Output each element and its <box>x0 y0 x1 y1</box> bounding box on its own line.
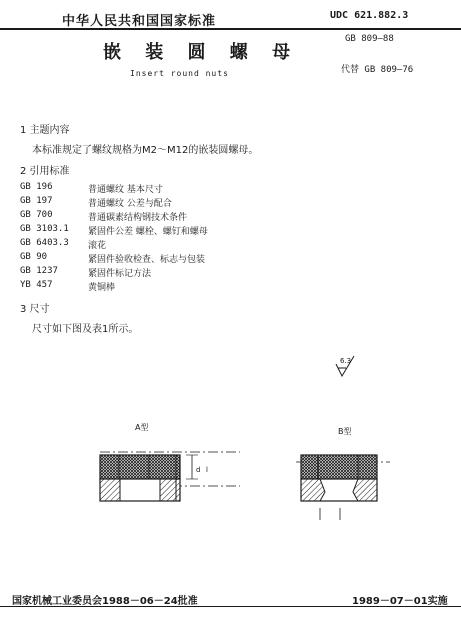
section-dims-heading: 3 尺寸 <box>20 304 50 315</box>
ref-name: 紧固件验收检查、标志与包装 <box>88 255 206 265</box>
standard-org-title: 中华人民共和国国家标准 <box>62 14 217 29</box>
dim-l-label: l <box>206 466 208 474</box>
ref-name: 普通螺纹 公差与配合 <box>88 199 172 209</box>
ref-name: 滚花 <box>88 241 107 251</box>
view-b-label: B型 <box>338 427 352 436</box>
ref-code: GB 196 <box>20 182 53 192</box>
dim-d-label: d <box>196 466 201 474</box>
approval-text: 国家机械工业委员会1988－06－24批准 <box>12 596 198 607</box>
roughness-symbol <box>336 356 354 376</box>
view-b-drawing <box>296 426 390 520</box>
effective-date: 1989－07－01实施 <box>352 596 448 607</box>
english-title: Insert round nuts <box>130 69 229 78</box>
section-subject-text: 本标准规定了螺纹规格为M2～M12的嵌装圆螺母。 <box>32 145 259 156</box>
ref-name: 紧固件标记方法 <box>88 269 152 279</box>
ref-name: 黄铜棒 <box>88 283 116 293</box>
section-subject-heading: 1 主题内容 <box>20 125 70 136</box>
section-refs-heading: 2 引用标准 <box>20 166 70 177</box>
udc-code: UDC 621.882.3 <box>330 10 409 21</box>
view-a-label: A型 <box>135 423 149 432</box>
ref-code: GB 1237 <box>20 266 58 276</box>
document-title: 嵌 装 圆 螺 母 <box>103 42 300 63</box>
ref-name: 紧固件公差 螺栓、螺钉和螺母 <box>88 227 208 237</box>
ref-code: GB 90 <box>20 252 48 262</box>
ref-code: YB 457 <box>20 280 53 290</box>
ref-code: GB 700 <box>20 210 53 220</box>
roughness-value: 6.3 <box>340 357 352 365</box>
ref-name: 普通螺纹 基本尺寸 <box>88 185 163 195</box>
gb-code: GB 809—88 <box>345 34 394 44</box>
ref-name: 普通碳素结构钢技术条件 <box>88 213 188 223</box>
ref-code: GB 3103.1 <box>20 224 69 234</box>
section-dims-text: 尺寸如下图及表1所示。 <box>32 324 139 335</box>
ref-code: GB 6403.3 <box>20 238 69 248</box>
replaces-code: 代替 GB 809—76 <box>341 65 414 75</box>
ref-code: GB 197 <box>20 196 53 206</box>
view-a-drawing <box>100 422 240 501</box>
